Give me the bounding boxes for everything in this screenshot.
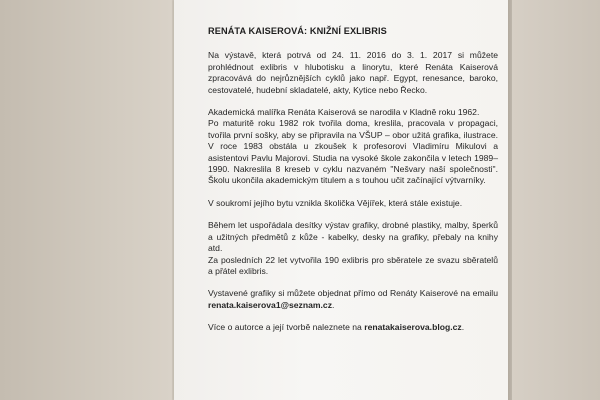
email-address[interactable]: renata.kaiserova1@seznam.cz [208,299,332,310]
order-end: . [332,299,335,310]
wall-left [0,0,172,400]
more-info-text: Více o autorce a její tvorbě naleznete na [208,322,365,333]
paragraph-studies: Po maturitě roku 1982 rok tvořila doma, kreslila, pracovala v propagaci, tvořila první sošky, aby se připravila na VŠUP – obor užitá grafika, ilustrace. V roce 1983 obstála u zkoušek k profesorovi Vladimíru Mikulovi a asistentovi Pavlu Majorovi. Studia na vysoké škole zakončila v letech 1989–1990. Nakreslila 8 kreseb v cyklu nazvaném "Nešvary naší společnosti". Školu ukončila akademickým titulem a s touhou učit začínající výtvarníky. [208,118,498,186]
paragraph-exhibition: Na výstavě, která potrvá od 24. 11. 2016 do 3. 1. 2017 si můžete prohlédnout exlibris v hlubotisku a linorytu, které Renáta Kaiserová zpracovává do nejrůznějších cyklů jako např. Egypt, renesance, baroko, cestovatelé, hudební skladatelé, akty, Kytice nebo Řecko. [208,50,498,95]
document-title: RENÁTA KAISEROVÁ: KNIŽNÍ EXLIBRIS [208,26,387,36]
paragraph-exlibris-count: Za posledních 22 let vytvořila 190 exlibris pro sběratele ze svazu sběratelů a přátel exlibris. [208,254,498,276]
paragraph-birth: Akademická malířka Renáta Kaiserová se narodila v Kladně roku 1962. [208,107,480,118]
order-text: Vystavené grafiky si můžete objednat přímo od Renáty Kaiserové na emailu [208,288,498,299]
paragraph-exhibitions: Během let uspořádala desítky výstav grafiky, drobné plastiky, malby, šperků a užitných předmětů z kůže - kabelky, desky na grafiky, přebaly na knihy atd. [208,220,498,254]
paragraph-more-info [208,322,498,333]
more-info-end: . [461,322,465,333]
document-content [208,26,498,334]
paragraph-school: V soukromí jejího bytu vznikla školička Vějířek, která stále existuje. [208,197,463,208]
wall-right [512,0,600,400]
blog-link[interactable]: renatakaiserova.blog.cz [364,322,462,333]
paragraph-order [208,288,498,311]
